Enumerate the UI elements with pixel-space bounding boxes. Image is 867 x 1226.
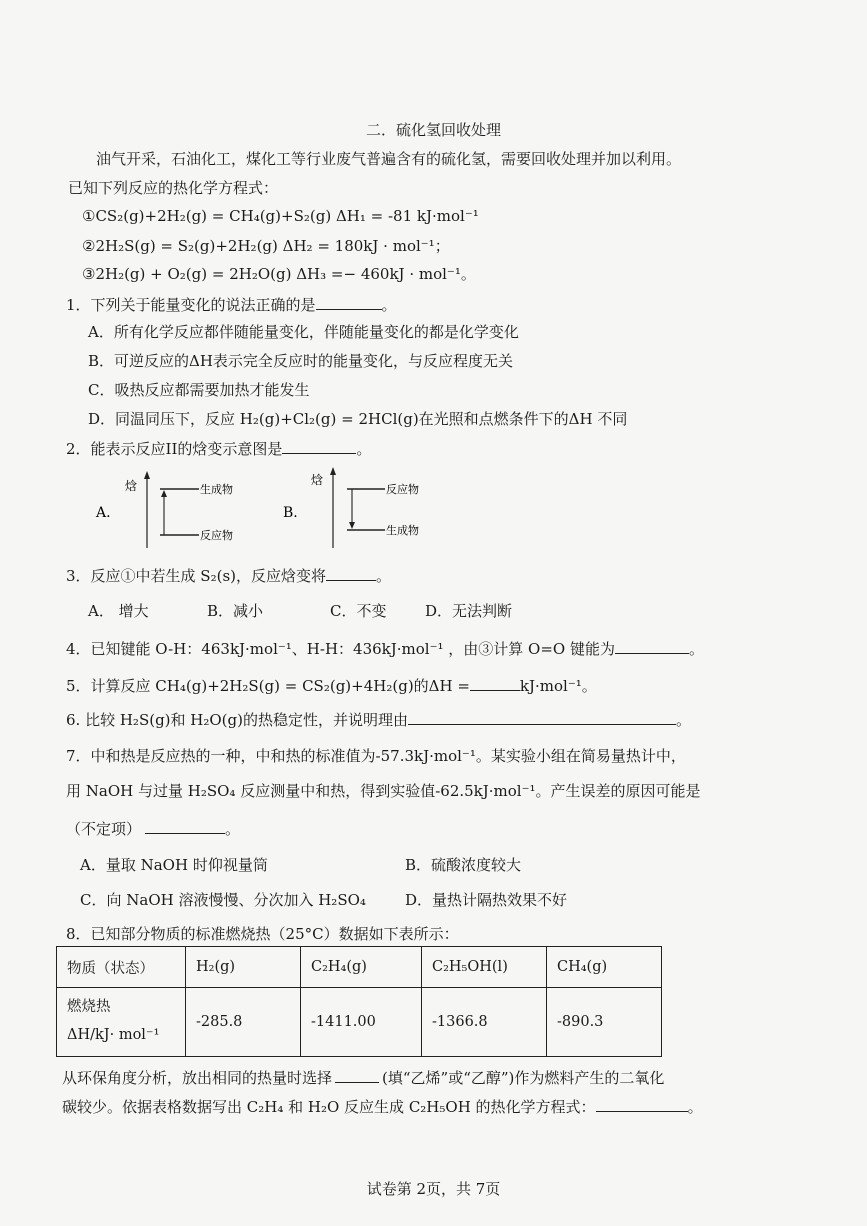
option-1d: D．同温同压下，反应 H₂(g)+Cl₂(g) = 2HCl(g)在光照和点燃条件下的ΔH 不同 [88, 410, 628, 428]
question-1-stem: 1．下列关于能量变化的说法正确的是 [66, 296, 316, 314]
combustion-heat-table [56, 946, 662, 1057]
option-7b: B．硫酸浓度较大 [405, 856, 522, 874]
question-6 [66, 710, 691, 729]
diagram-a-bottom-label: 反应物 [200, 529, 233, 542]
enthalpy-diagrams [0, 462, 867, 557]
question-3-end: 。 [376, 567, 392, 585]
diagram-a [95, 471, 233, 548]
diagram-b-top-label: 反应物 [386, 483, 419, 496]
diagram-a-change-arrowhead [161, 490, 167, 497]
answer-blank-8b[interactable] [596, 1097, 688, 1112]
question-8-stem: 8．已知部分物质的标准燃烧热（25°C）数据如下表所示： [66, 925, 459, 943]
diagram-b-change-arrowhead [349, 522, 355, 529]
question-4-end: 。 [688, 640, 704, 658]
question-6-stem: 6. 比较 H₂S(g)和 H₂O(g)的热稳定性，并说明理由 [66, 711, 408, 729]
diagram-a-axis-arrow [144, 471, 150, 479]
diagram-b-axis-label: 焓 [311, 473, 324, 487]
intro-text: 油气开采，石油化工，煤化工等行业废气普遍含有的硫化氢，需要回收处理并加以利用。 [96, 150, 682, 168]
question-1-end: 。 [381, 296, 397, 314]
equation-2: ②2H₂S(g) = S₂(g)+2H₂(g) ΔH₂ = 180kJ · mol⁻¹； [82, 237, 450, 255]
question-8-text-a: 从环保角度分析，放出相同的热量时选择 [62, 1069, 333, 1087]
question-3 [66, 566, 391, 585]
diagram-b-axis-arrow [330, 467, 336, 475]
table-row-label-1: 燃烧热 [67, 999, 111, 1016]
table-header-cell: H₂(g) [186, 947, 301, 988]
question-4-stem: 4．已知键能 O-H：463kJ·mol⁻¹、H-H：436kJ·mol⁻¹ ，由③计算 O=O 键能为 [66, 640, 615, 658]
answer-blank-8a[interactable] [335, 1068, 379, 1083]
question-7-stem-end: （不定项） [66, 820, 142, 838]
answer-blank-7[interactable] [145, 819, 225, 834]
question-3-stem: 3．反应①中若生成 S₂(s)，反应焓变将 [66, 567, 327, 585]
answer-blank-1[interactable] [316, 295, 382, 310]
option-1b: B．可逆反应的ΔH表示完全反应时的能量变化，与反应程度无关 [88, 352, 513, 370]
table-cell: -1411.00 [301, 988, 422, 1057]
table-header-cell: C₂H₅OH(l) [422, 947, 547, 988]
answer-blank-3[interactable] [326, 566, 376, 581]
diagram-a-top-label: 生成物 [200, 483, 233, 496]
intro-text-2: 已知下列反应的热化学方程式： [68, 179, 279, 197]
table-row [57, 988, 662, 1057]
table-header-row [57, 947, 662, 988]
question-7-end: 。 [225, 820, 241, 838]
question-2 [66, 439, 371, 458]
table-header-cell: 物质（状态） [57, 947, 186, 988]
table-cell: -890.3 [547, 988, 662, 1057]
option-3b: B．减小 [207, 602, 264, 620]
diagram-a-option-label: A. [96, 505, 111, 521]
question-7-line-2: 用 NaOH 与过量 H₂SO₄ 反应测量中和热，得到实验值-62.5kJ·mol⁻¹。产生误差的原因可能是 [66, 782, 701, 800]
question-1 [66, 295, 397, 314]
question-5 [66, 676, 597, 695]
question-4 [66, 639, 704, 658]
question-8-text-b: (填“乙烯”或“乙醇”)作为燃料产生的二氧化 [382, 1069, 665, 1087]
option-3d: D．无法判断 [425, 602, 513, 620]
option-3c: C．不变 [330, 602, 387, 620]
table-header-cell: C₂H₄(g) [301, 947, 422, 988]
question-7-line-1: 7．中和热是反应热的一种，中和热的标准值为-57.3kJ·mol⁻¹。某实验小组在简易量热计中， [66, 747, 686, 765]
option-7d: D．量热计隔热效果不好 [405, 891, 568, 909]
question-8-text-c: 碳较少。依据表格数据写出 C₂H₄ 和 H₂O 反应生成 C₂H₅OH 的热化学方程式： [62, 1098, 596, 1116]
question-8-line-1 [62, 1068, 664, 1087]
equation-1: ①CS₂(g)+2H₂(g) = CH₄(g)+S₂(g) ΔH₁ = -81 kJ·mol⁻¹ [82, 207, 479, 225]
question-5-end: kJ·mol⁻¹。 [519, 677, 597, 695]
section-title: 二．硫化氢回收处理 [365, 121, 501, 139]
answer-blank-4[interactable] [615, 639, 689, 654]
option-1a: A．所有化学反应都伴随能量变化，伴随能量变化的都是化学变化 [88, 323, 519, 341]
option-1c: C．吸热反应都需要加热才能发生 [88, 381, 310, 399]
table-row-label-2: ΔH/kJ· mol⁻¹ [67, 1027, 160, 1043]
option-7c: C．向 NaOH 溶液慢慢、分次加入 H₂SO₄ [80, 891, 366, 909]
table-cell: -1366.8 [422, 988, 547, 1057]
question-2-stem: 2．能表示反应II的焓变示意图是 [66, 440, 283, 458]
diagram-b [283, 467, 419, 548]
answer-blank-6[interactable] [408, 710, 676, 725]
equation-3: ③2H₂(g) + O₂(g) = 2H₂O(g) ΔH₃ =− 460kJ · mol⁻¹。 [82, 265, 476, 283]
question-7-line-3 [66, 819, 240, 838]
answer-blank-2[interactable] [282, 439, 356, 454]
question-8-end: 。 [687, 1098, 703, 1116]
option-3a: A． 增大 [88, 602, 149, 620]
option-7a: A．量取 NaOH 时仰视量筒 [80, 856, 268, 874]
table-cell: -285.8 [186, 988, 301, 1057]
question-5-stem: 5．计算反应 CH₄(g)+2H₂S(g) = CS₂(g)+4H₂(g)的ΔH = [66, 677, 470, 695]
diagram-a-axis-label: 焓 [125, 479, 138, 493]
diagram-b-option-label: B. [283, 505, 298, 521]
question-6-end: 。 [676, 711, 692, 729]
table-row-label [57, 988, 186, 1057]
answer-blank-5[interactable] [470, 676, 520, 691]
question-8-line-2 [62, 1097, 703, 1116]
table-header-cell: CH₄(g) [547, 947, 662, 988]
page-footer: 试卷第 2页，共 7页 [366, 1180, 501, 1198]
question-2-end: 。 [356, 440, 372, 458]
diagram-b-bottom-label: 生成物 [386, 524, 419, 537]
